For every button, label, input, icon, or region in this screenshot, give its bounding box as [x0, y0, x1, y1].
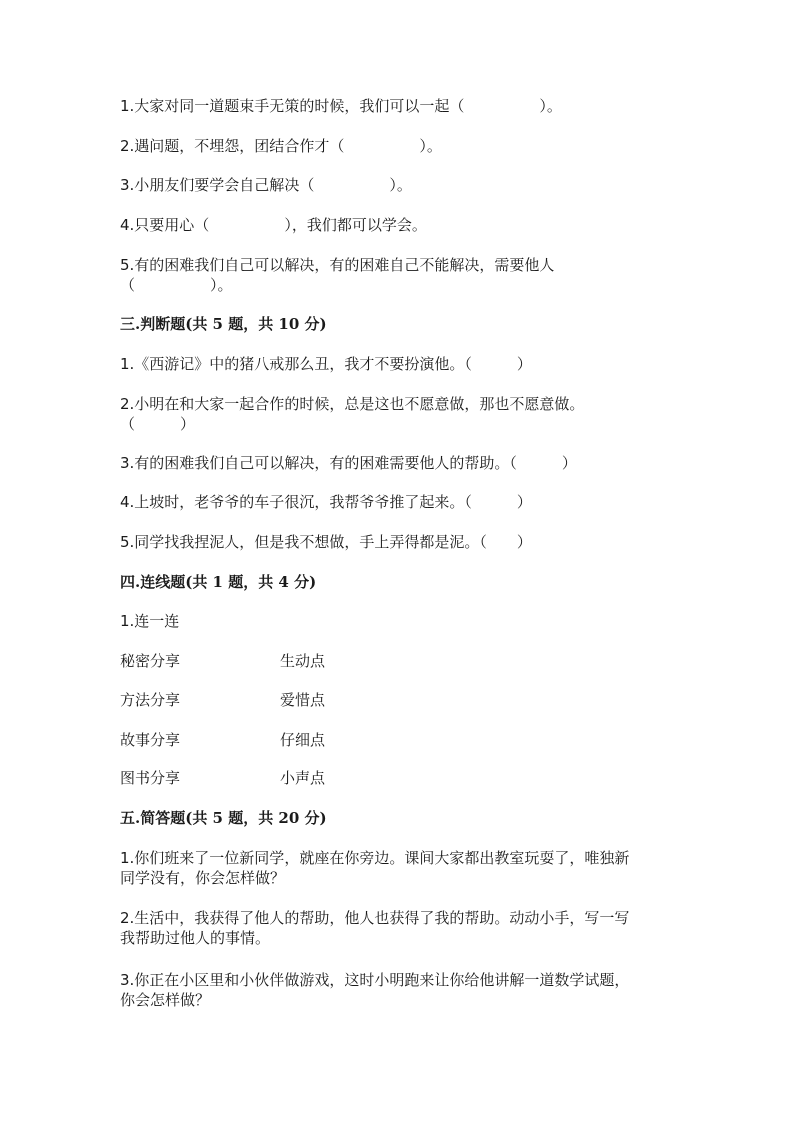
fill-blank-question-2: 2.遇问题，不埋怨，团结合作才（ ）。	[120, 137, 442, 155]
short-answer-question-3-line-1: 3.你正在小区里和小伙伴做游戏，这时小明跑来让你给他讲解一道数学试题，	[120, 971, 630, 989]
fill-blank-question-4: 4.只要用心（ ），我们都可以学会。	[120, 216, 427, 234]
match-prompt: 1.连一连	[120, 612, 180, 630]
match-right-item: 生动点	[280, 652, 326, 670]
match-left-item: 方法分享	[120, 691, 181, 709]
judge-question-2-line-1: 2.小明在和大家一起合作的时候，总是这也不愿意做，那也不愿意做。	[120, 395, 585, 413]
fill-blank-question-5-line-1: 5.有的困难我们自己可以解决，有的困难自己不能解决，需要他人	[120, 256, 555, 274]
short-answer-question-2-line-1: 2.生活中，我获得了他人的帮助，他人也获得了我的帮助。动动小手，写一写	[120, 909, 630, 927]
match-left-item: 故事分享	[120, 731, 181, 749]
match-left-item: 图书分享	[120, 769, 181, 787]
judge-question-2-line-2: （ ）	[120, 415, 196, 433]
short-answer-question-2-line-2: 我帮助过他人的事情。	[120, 929, 271, 947]
section-heading-short-answer: 五.简答题(共 5 题，共 20 分)	[120, 809, 327, 827]
short-answer-question-1-line-1: 1.你们班来了一位新同学，就座在你旁边。课间大家都出教室玩耍了，唯独新	[120, 849, 630, 867]
short-answer-question-1-line-2: 同学没有，你会怎样做？	[120, 869, 286, 887]
judge-question-1: 1.《西游记》中的猪八戒那么丑，我才不要扮演他。（ ）	[120, 355, 532, 373]
judge-question-3: 3.有的困难我们自己可以解决，有的困难需要他人的帮助。（ ）	[120, 454, 577, 472]
short-answer-question-3-line-2: 你会怎样做？	[120, 991, 211, 1009]
judge-question-4: 4.上坡时，老爷爷的车子很沉，我帮爷爷推了起来。（ ）	[120, 493, 532, 511]
judge-question-5: 5.同学找我捏泥人，但是我不想做，手上弄得都是泥。（ ）	[120, 533, 532, 551]
section-heading-match: 四.连线题(共 1 题，共 4 分)	[120, 573, 317, 591]
match-right-item: 仔细点	[280, 731, 326, 749]
fill-blank-question-1: 1.大家对同一道题束手无策的时候，我们可以一起（ ）。	[120, 97, 562, 115]
match-right-item: 爱惜点	[280, 691, 326, 709]
section-heading-judge: 三.判断题(共 5 题，共 10 分)	[120, 315, 327, 333]
match-left-item: 秘密分享	[120, 652, 181, 670]
fill-blank-question-3: 3.小朋友们要学会自己解决（ ）。	[120, 176, 412, 194]
match-right-item: 小声点	[280, 769, 326, 787]
fill-blank-question-5-line-2: （ ）。	[120, 276, 233, 294]
